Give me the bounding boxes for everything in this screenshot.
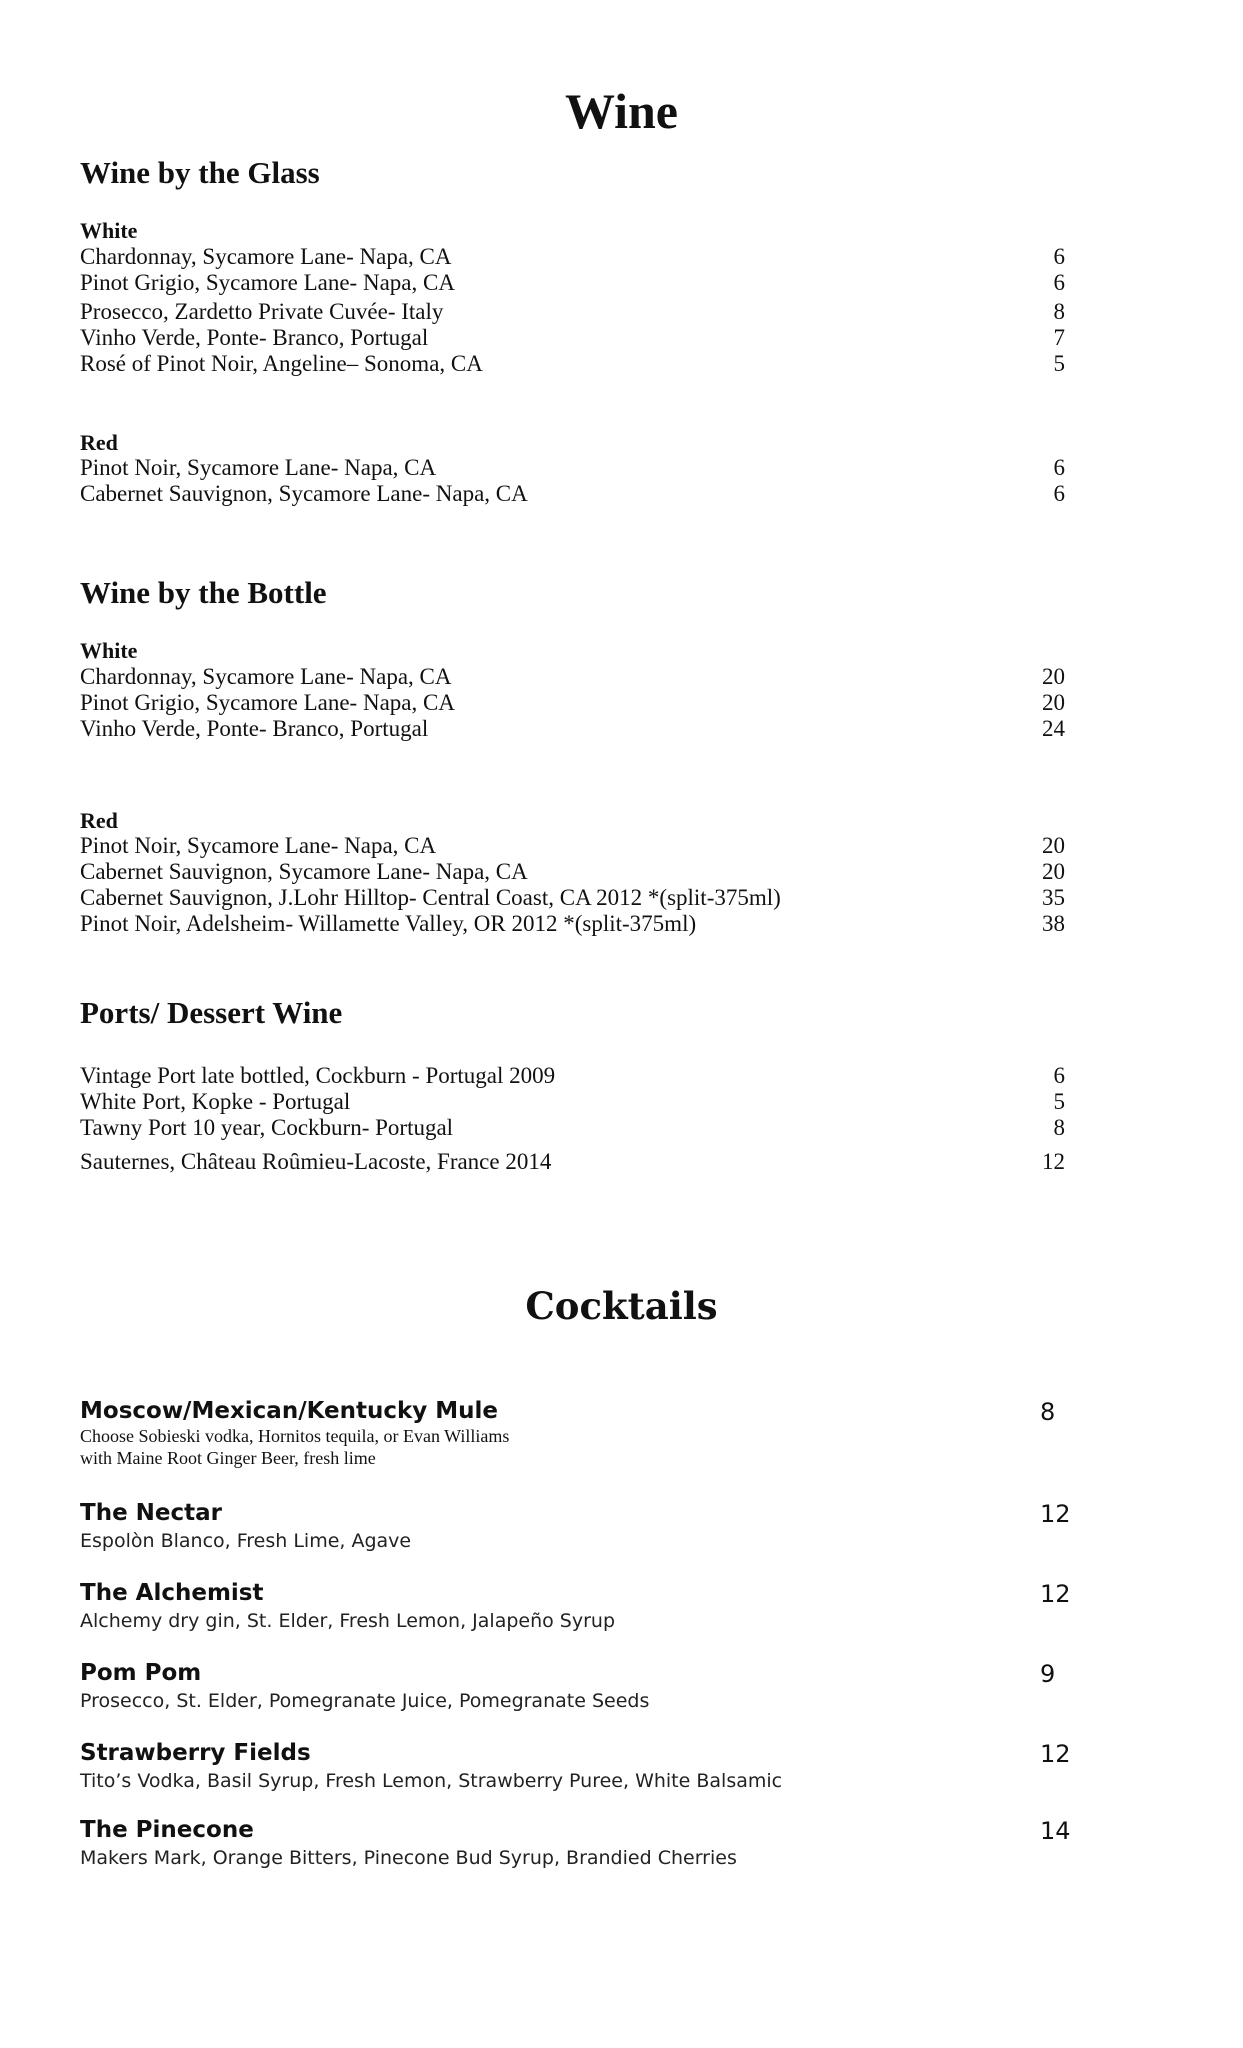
cocktail-description: Alchemy dry gin, St. Elder, Fresh Lemon, Jalapeño Syrup (80, 1610, 616, 1632)
item-price: 20 (1042, 859, 1065, 884)
item-name: Pinot Noir, Sycamore Lane- Napa, CA (80, 833, 437, 858)
list-item (80, 1063, 1065, 1089)
item-name: Pinot Noir, Sycamore Lane- Napa, CA (80, 455, 437, 480)
item-name: Cabernet Sauvignon, Sycamore Lane- Napa, CA (80, 859, 528, 884)
item-price: 38 (1042, 911, 1065, 936)
item-name: Vinho Verde, Ponte- Branco, Portugal (80, 716, 429, 741)
list-item (80, 481, 1065, 507)
item-name: Chardonnay, Sycamore Lane- Napa, CA (80, 244, 452, 269)
item-name: Vintage Port late bottled, Cockburn - Portugal 2009 (80, 1063, 556, 1088)
list-item (80, 859, 1065, 885)
list-item (80, 833, 1065, 859)
item-name: Vinho Verde, Ponte- Branco, Portugal (80, 325, 429, 350)
item-price: 5 (1053, 1089, 1065, 1114)
cocktail-name: The Alchemist (80, 1580, 264, 1606)
cocktail-name: Strawberry Fields (80, 1740, 311, 1766)
wine-title: Wine (565, 83, 678, 139)
list-item (80, 716, 1065, 742)
list-item (80, 1115, 1065, 1141)
item-name: Cabernet Sauvignon, Sycamore Lane- Napa, CA (80, 481, 528, 506)
list-item (80, 911, 1065, 937)
list-item (80, 455, 1065, 481)
bottle-red-label: Red (80, 808, 118, 833)
list-item (80, 1149, 1065, 1175)
wine-by-bottle-heading: Wine by the Bottle (80, 575, 327, 610)
cocktail-description: Makers Mark, Orange Bitters, Pinecone Bud Syrup, Brandied Cherries (80, 1847, 737, 1869)
glass-red-label: Red (80, 430, 118, 455)
list-item (80, 325, 1065, 351)
item-price: 20 (1042, 833, 1065, 858)
item-price: 24 (1042, 716, 1065, 741)
item-price: 6 (1053, 481, 1065, 506)
item-price: 6 (1053, 1063, 1065, 1088)
cocktail-description: Espolòn Blanco, Fresh Lime, Agave (80, 1530, 412, 1552)
item-price: 12 (1042, 1149, 1065, 1174)
item-price: 6 (1053, 244, 1065, 269)
list-item (80, 664, 1065, 690)
cocktail-name: Moscow/Mexican/Kentucky Mule (80, 1398, 499, 1424)
item-name: Prosecco, Zardetto Private Cuvée- Italy (80, 299, 444, 324)
item-price: 20 (1042, 664, 1065, 689)
cocktail-price: 8 (1040, 1398, 1056, 1426)
cocktail-description: Tito’s Vodka, Basil Syrup, Fresh Lemon, Strawberry Puree, White Balsamic (80, 1770, 783, 1792)
list-item (80, 244, 1065, 270)
glass-white-label: White (80, 218, 138, 243)
cocktails-title: Cocktails (525, 1284, 718, 1328)
list-item (80, 690, 1065, 716)
item-price: 20 (1042, 690, 1065, 715)
list-item (80, 270, 1065, 296)
item-price: 35 (1042, 885, 1065, 910)
item-price: 5 (1053, 351, 1065, 376)
wine-by-glass-heading: Wine by the Glass (80, 155, 320, 190)
list-item (80, 351, 1065, 377)
cocktail-price: 12 (1040, 1580, 1071, 1608)
item-name: Rosé of Pinot Noir, Angeline– Sonoma, CA (80, 351, 483, 376)
list-item (80, 299, 1065, 325)
bottle-white-label: White (80, 638, 138, 663)
cocktail-price: 14 (1040, 1817, 1071, 1845)
list-item (80, 885, 1065, 911)
cocktail-price: 9 (1040, 1660, 1056, 1688)
cocktail-name: The Pinecone (80, 1817, 254, 1843)
item-name: Cabernet Sauvignon, J.Lohr Hilltop- Central Coast, CA 2012 *(split-375ml) (80, 885, 781, 910)
item-name: Chardonnay, Sycamore Lane- Napa, CA (80, 664, 452, 689)
cocktail-description: with Maine Root Ginger Beer, fresh lime (80, 1448, 376, 1468)
ports-heading: Ports/ Dessert Wine (80, 995, 343, 1030)
cocktail-price: 12 (1040, 1740, 1071, 1768)
item-name: Pinot Grigio, Sycamore Lane- Napa, CA (80, 270, 455, 295)
item-price: 8 (1053, 299, 1065, 324)
item-price: 7 (1053, 325, 1065, 350)
item-price: 6 (1053, 270, 1065, 295)
item-name: Pinot Grigio, Sycamore Lane- Napa, CA (80, 690, 455, 715)
item-name: Pinot Noir, Adelsheim- Willamette Valley, OR 2012 *(split-375ml) (80, 911, 697, 936)
item-name: Sauternes, Chȃteau Roȗmieu-Lacoste, France 2014 (80, 1149, 552, 1174)
item-name: White Port, Kopke - Portugal (80, 1089, 351, 1114)
cocktail-name: Pom Pom (80, 1660, 202, 1686)
item-price: 8 (1053, 1115, 1065, 1140)
list-item (80, 1089, 1065, 1115)
cocktail-name: The Nectar (80, 1500, 223, 1526)
item-name: Tawny Port 10 year, Cockburn- Portugal (80, 1115, 454, 1140)
item-price: 6 (1053, 455, 1065, 480)
cocktail-price: 12 (1040, 1500, 1071, 1528)
cocktail-description: Prosecco, St. Elder, Pomegranate Juice, Pomegranate Seeds (80, 1690, 650, 1712)
cocktail-description: Choose Sobieski vodka, Hornitos tequila, or Evan Williams (80, 1426, 510, 1446)
